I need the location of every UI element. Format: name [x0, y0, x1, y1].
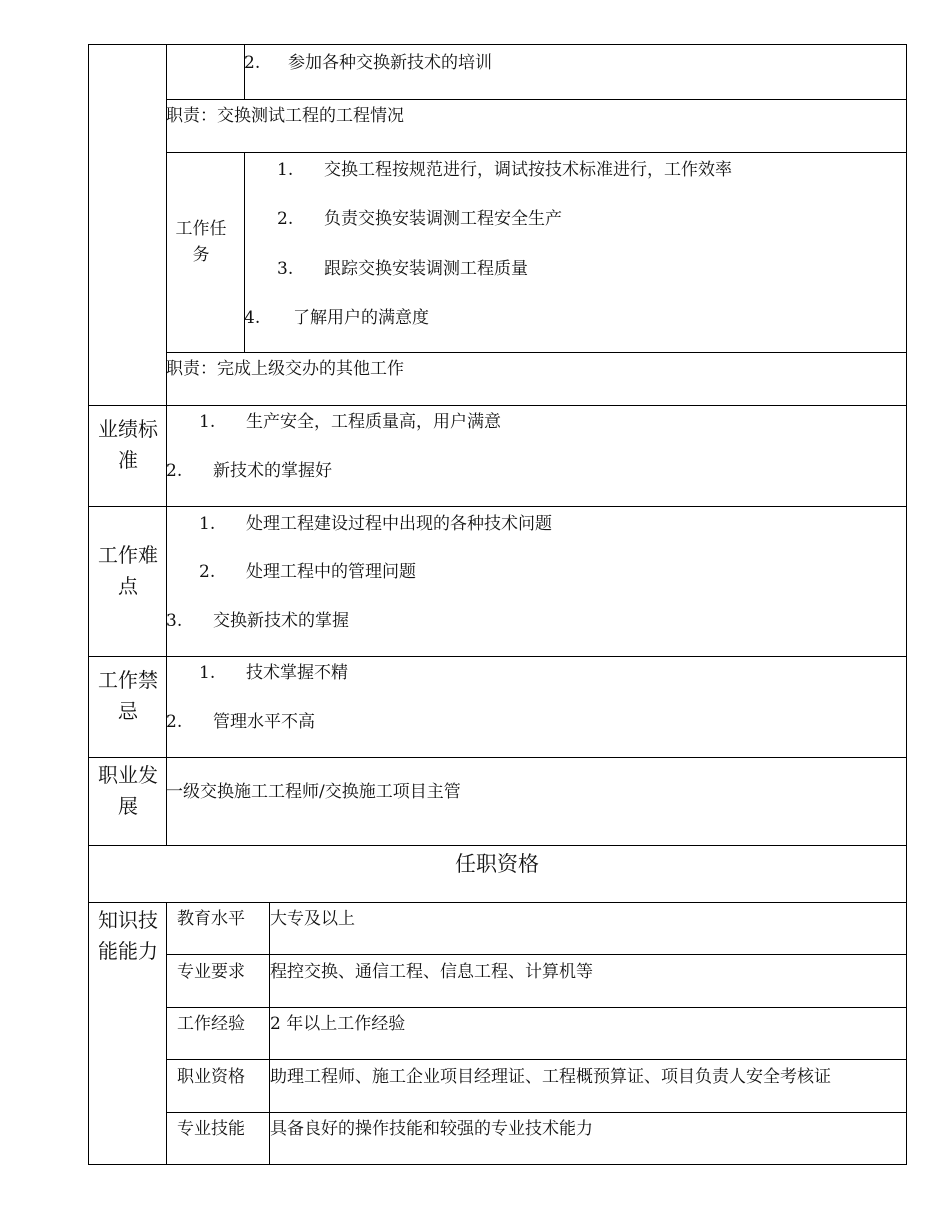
difficulty-text: 处理工程建设过程中出现的各种技术问题 — [246, 514, 552, 534]
row-line — [88, 845, 907, 846]
row-line — [88, 405, 907, 406]
row-line — [166, 352, 907, 353]
qualification-heading: 任职资格 — [455, 852, 539, 876]
performance-text: 生产安全，工程质量高，用户满意 — [246, 412, 501, 432]
qual-row-label: 专业技能 — [177, 1119, 245, 1139]
difficulty-num: 1. — [199, 514, 216, 534]
difficulty-text: 交换新技术的掌握 — [213, 611, 349, 631]
task-text: 负责交换安装调测工程安全生产 — [324, 209, 562, 229]
task-prev-num: 2. — [244, 53, 261, 73]
duty-item: 职责：交换测试工程的工程情况 — [166, 106, 404, 126]
performance-text: 新技术的掌握好 — [213, 461, 332, 481]
performance-num: 1. — [199, 412, 216, 432]
career-label: 职业发展 — [98, 763, 158, 818]
task-num: 2. — [277, 209, 294, 229]
table-border-right — [906, 44, 907, 1165]
qual-row-value: 助理工程师、施工企业项目经理证、工程概预算证、项目负责人安全考核证 — [270, 1067, 831, 1087]
task-text: 了解用户的满意度 — [293, 308, 429, 328]
taboo-num: 2. — [166, 712, 183, 732]
task-prev-text: 参加各种交换新技术的培训 — [288, 53, 492, 73]
task-text: 跟踪交换安装调测工程质量 — [324, 259, 528, 279]
performance-num: 2. — [166, 461, 183, 481]
task-text: 交换工程按规范进行，调试按技术标准进行，工作效率 — [324, 160, 732, 180]
qual-row-value: 大专及以上 — [270, 909, 355, 929]
row-line — [166, 1112, 907, 1113]
row-line — [88, 506, 907, 507]
difficulty-num: 3. — [166, 611, 183, 631]
difficulties-label: 工作难点 — [98, 543, 158, 598]
task-label: 工作任务 — [175, 219, 227, 265]
task-num: 3. — [277, 259, 294, 279]
col-divider-lower — [166, 902, 167, 1164]
qual-row-label: 专业要求 — [177, 962, 245, 982]
qual-row-value: 程控交换、通信工程、信息工程、计算机等 — [270, 962, 593, 982]
row-line — [166, 99, 907, 100]
difficulty-num: 2. — [199, 562, 216, 582]
career-text: 一级交换施工工程师/交换施工项目主管 — [166, 782, 461, 802]
row-line — [88, 757, 907, 758]
qual-row-value: 具备良好的操作技能和较强的专业技术能力 — [270, 1119, 593, 1139]
qual-row-label: 工作经验 — [177, 1014, 245, 1034]
taboo-text: 管理水平不高 — [213, 712, 315, 732]
table-border-top — [88, 44, 907, 45]
task-num: 4. — [244, 308, 261, 328]
row-line — [166, 1059, 907, 1060]
row-line — [166, 954, 907, 955]
table-border-left — [88, 44, 89, 1165]
qual-row-value: 2 年以上工作经验 — [270, 1014, 406, 1034]
row-line — [88, 656, 907, 657]
qual-row-label: 教育水平 — [177, 909, 245, 929]
taboo-text: 技术掌握不精 — [246, 663, 348, 683]
difficulty-text: 处理工程中的管理问题 — [246, 562, 416, 582]
row-line — [88, 902, 907, 903]
qual-row-label: 职业资格 — [177, 1067, 245, 1087]
duty-item: 职责：完成上级交办的其他工作 — [166, 359, 404, 379]
qualification-group-label: 知识技能能力 — [98, 908, 158, 963]
table-border-bottom — [88, 1164, 907, 1165]
task-num: 1. — [277, 160, 294, 180]
taboo-num: 1. — [199, 663, 216, 683]
row-line — [166, 152, 907, 153]
performance-label: 业绩标准 — [98, 417, 158, 472]
row-line — [166, 1007, 907, 1008]
taboos-label: 工作禁忌 — [98, 668, 158, 723]
